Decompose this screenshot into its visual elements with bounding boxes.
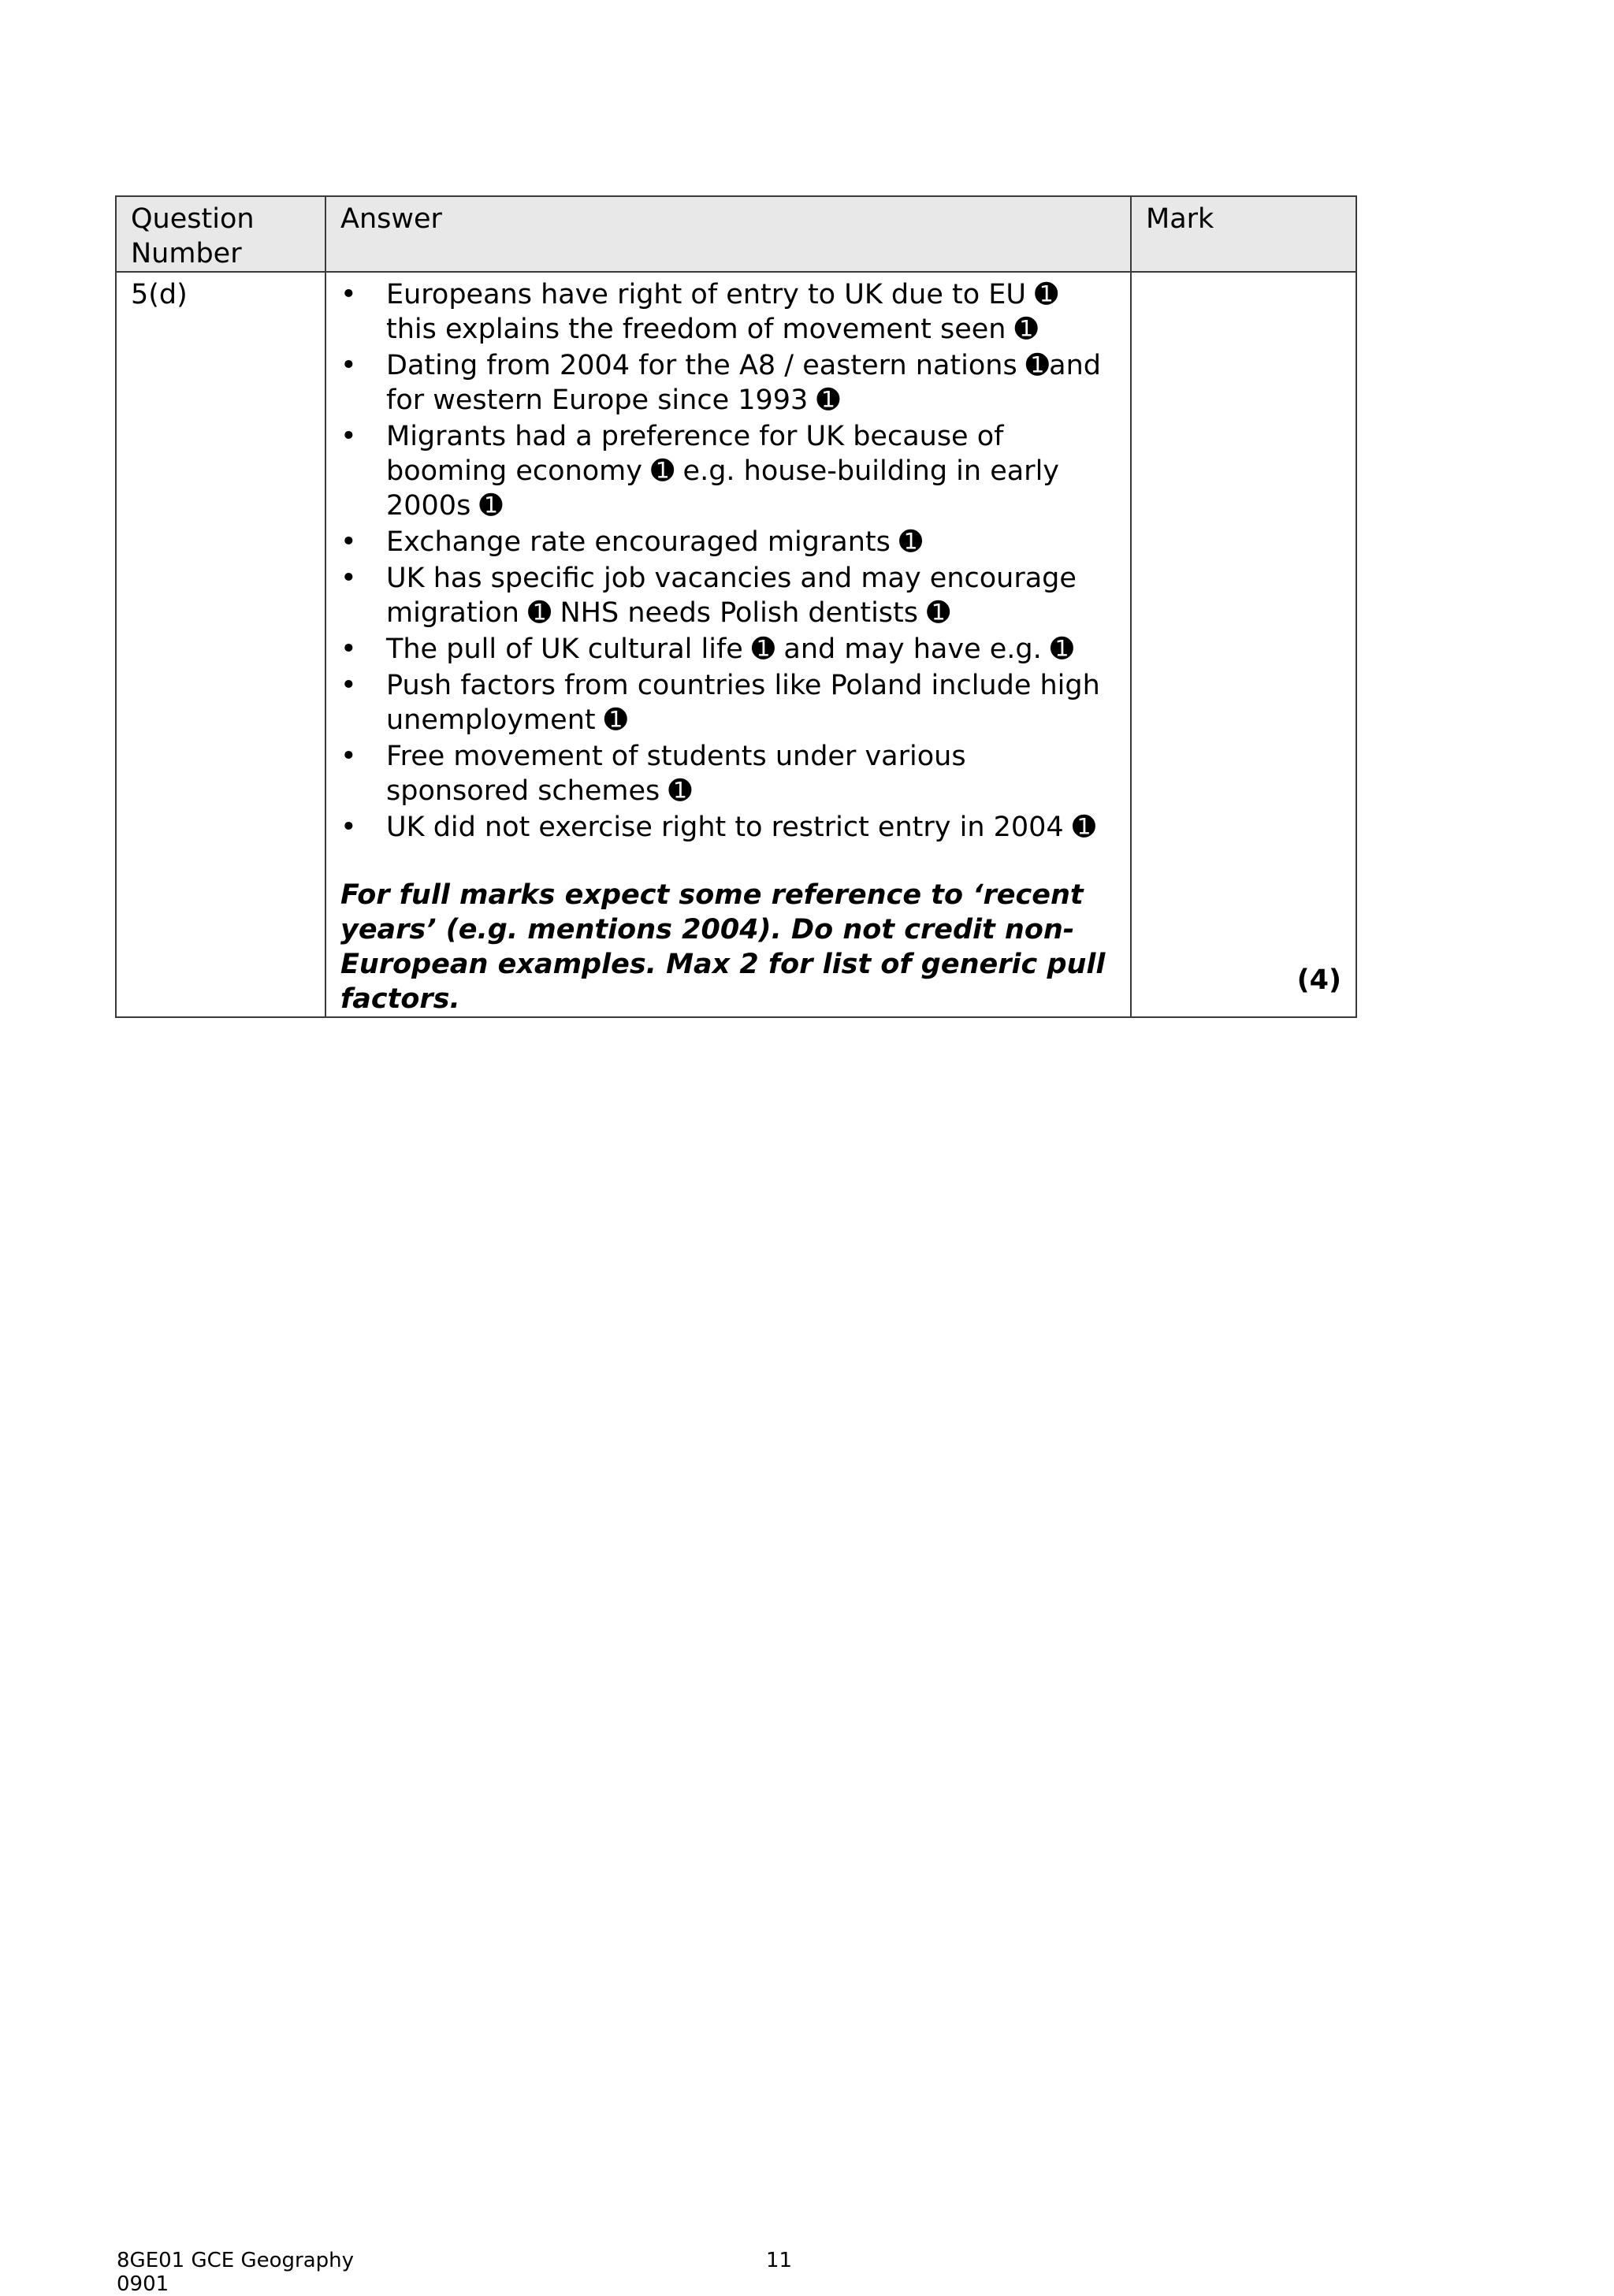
answer-cell (325, 272, 1131, 1017)
page-number: 11 (766, 2249, 793, 2272)
answer-point: • Exchange rate encouraged migrants ➊ (340, 525, 1116, 559)
answer-point: • The pull of UK cultural life ➊ and may have e.g. ➊ (340, 632, 1116, 667)
answer-point: • UK has specific job vacancies and may encourage migration ➊ NHS needs Polish dentists ➊ (340, 561, 1116, 630)
footer-line-1: 8GE01 GCE Geography (117, 2249, 355, 2272)
answer-point: • UK did not exercise right to restrict entry in 2004 ➊ (340, 810, 1116, 845)
question-number-header: Question Number (116, 196, 325, 272)
answer-header: Answer (325, 196, 1131, 272)
mark-value: (4) (1296, 964, 1341, 996)
answer-point: • Dating from 2004 for the A8 / eastern nations ➊and for western Europe since 1993 ➊ (340, 348, 1116, 418)
answer-point: • Europeans have right of entry to UK due to EU ➊ this explains the freedom of movement seen ➊ (340, 277, 1116, 347)
table-row (116, 272, 1356, 1017)
mark-scheme-table (115, 195, 1357, 1018)
answer-point: • Free movement of students under various sponsored schemes ➊ (340, 739, 1116, 808)
answer-points-list (340, 277, 1116, 845)
answer-point: • Push factors from countries like Poland include high unemployment ➊ (340, 668, 1116, 737)
footer-line-2: 0901 (117, 2272, 169, 2296)
footer-doc-code (117, 2249, 354, 2296)
header-row (116, 196, 1356, 272)
mark-cell (1131, 272, 1356, 1017)
mark-header: Mark (1131, 196, 1356, 272)
marking-guidance: For full marks expect some reference to ‘recent years’ (e.g. mentions 2004). Do not credit non-European examples. Max 2 for list of generic pull factors. (340, 879, 1106, 1015)
question-number: 5(d) (116, 272, 325, 1017)
answer-point: • Migrants had a preference for UK because of booming economy ➊ e.g. house-building in early 2000s ➊ (340, 419, 1116, 523)
